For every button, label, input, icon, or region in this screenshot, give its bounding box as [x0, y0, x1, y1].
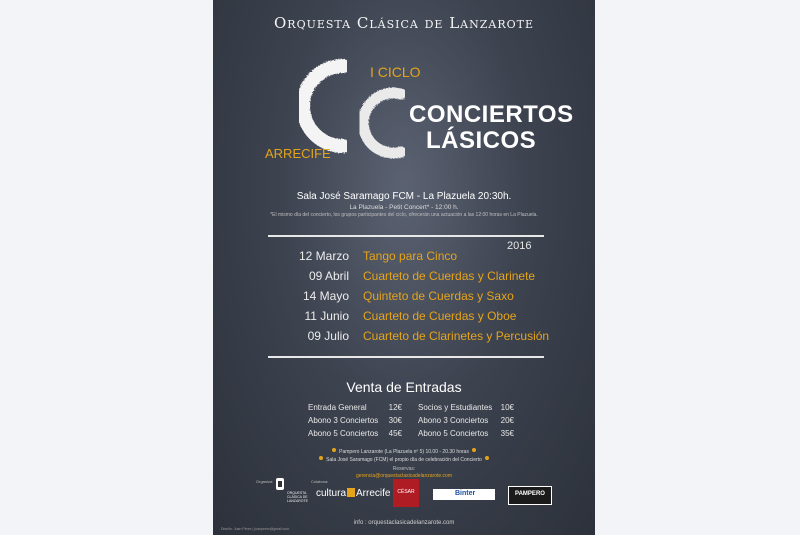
- price-value: 45€: [388, 429, 402, 438]
- price-name: Abono 3 Conciertos: [418, 416, 489, 425]
- pampero-text: PAMPERO: [515, 491, 545, 497]
- ocl-logo: [275, 478, 307, 514]
- concert-program: Cuarteto de Clarinetes y Percusión: [363, 329, 550, 343]
- concert-row: [253, 269, 573, 287]
- tickets-heading: Venta de Entradas: [346, 379, 462, 395]
- pampero-logo: [508, 486, 552, 505]
- price-value: 10€: [500, 403, 514, 412]
- concert-poster: [213, 0, 595, 535]
- ocl-logo-text: ORQUESTA CLÁSICA DE LANZAROTE: [287, 491, 309, 503]
- title-line-2: LÁSICOS: [426, 127, 537, 154]
- concert-date: 11 Junio: [304, 309, 349, 323]
- footer-info[interactable]: info : orquestaclasicadelanzarote.com: [353, 520, 455, 526]
- price-value: 12€: [388, 403, 402, 412]
- concert-program: Tango para Cinco: [363, 249, 458, 263]
- price-name: Abono 5 Conciertos: [418, 429, 489, 438]
- year-label: 2016: [507, 240, 532, 252]
- concert-program: Quinteto de Cuerdas y Saxo: [363, 289, 514, 303]
- cultura-arrecife-logo: [316, 488, 390, 499]
- concert-row: [253, 329, 573, 347]
- price-name: Abono 5 Conciertos: [308, 429, 379, 438]
- price-value: 35€: [500, 429, 514, 438]
- sales-point-1-text: Pampero Lanzarote (La Plazuela nº 5) 10.00 - 20.30 horas: [339, 449, 469, 455]
- concert-date: 14 Mayo: [302, 289, 349, 303]
- venue-main: Sala José Saramago FCM - La Plazuela 20:30h.: [296, 191, 512, 202]
- price-value: 30€: [388, 416, 402, 425]
- price-name: Abono 3 Conciertos: [308, 416, 379, 425]
- concert-program: Cuarteto de Cuerdas y Oboe: [363, 309, 517, 323]
- orchestra-name: Orquesta Clásica de Lanzarote: [273, 14, 535, 32]
- concert-date: 09 Abril: [308, 269, 349, 283]
- concert-date: 09 Julio: [307, 329, 349, 343]
- concert-date: 12 Marzo: [298, 249, 349, 263]
- divider-top: [268, 235, 544, 237]
- city-label: ARRECIFE: [265, 146, 331, 161]
- cultura-text: cultura: [316, 488, 347, 499]
- reservas-email[interactable]: gerencia@orquestaclasicadelanzarote.com: [356, 473, 452, 479]
- cesar-text: CÉSAR: [397, 489, 415, 495]
- concert-row: [253, 249, 573, 267]
- price-name: Socios y Estudiantes: [418, 403, 493, 412]
- reservas-label: Reservas:: [392, 466, 416, 472]
- sales-point-1: [213, 448, 595, 455]
- sales-point-2: [213, 456, 595, 463]
- concert-row: [253, 289, 573, 307]
- title-line-1: CONCIERTOS: [409, 101, 574, 128]
- colabora-label: Colabora:: [311, 479, 329, 484]
- arrecife-text: Arrecife: [356, 488, 391, 499]
- divider-bottom: [268, 356, 544, 358]
- cultura-mark: [347, 488, 355, 497]
- organiza-label: Organiza:: [256, 479, 274, 484]
- design-credit: Diseño: Juan Pérez | juanperez@gmail.com: [221, 527, 290, 531]
- binter-logo: [433, 489, 495, 500]
- venue-petit: La Plazuela - Petit Concert* - 12:00 h.: [349, 204, 459, 211]
- cycle-label: I CICLO: [370, 64, 421, 80]
- binter-text: Binter: [455, 490, 476, 497]
- concert-program: Cuarteto de Cuerdas y Clarinete: [363, 269, 536, 283]
- ocl-logo-icon: [275, 478, 285, 490]
- price-name: Entrada General: [308, 403, 367, 412]
- cesar-logo: [393, 479, 419, 507]
- venue-note: *El mismo día del concierto, los grupos participantes del ciclo, ofrecerán una actuación a las 12:00 horas en La Plazuela.: [270, 212, 538, 218]
- sales-point-2-text: Sala José Saramago (FCM) el propio día de celebración del Concierto: [326, 457, 482, 463]
- concert-row: [253, 309, 573, 327]
- price-value: 20€: [500, 416, 514, 425]
